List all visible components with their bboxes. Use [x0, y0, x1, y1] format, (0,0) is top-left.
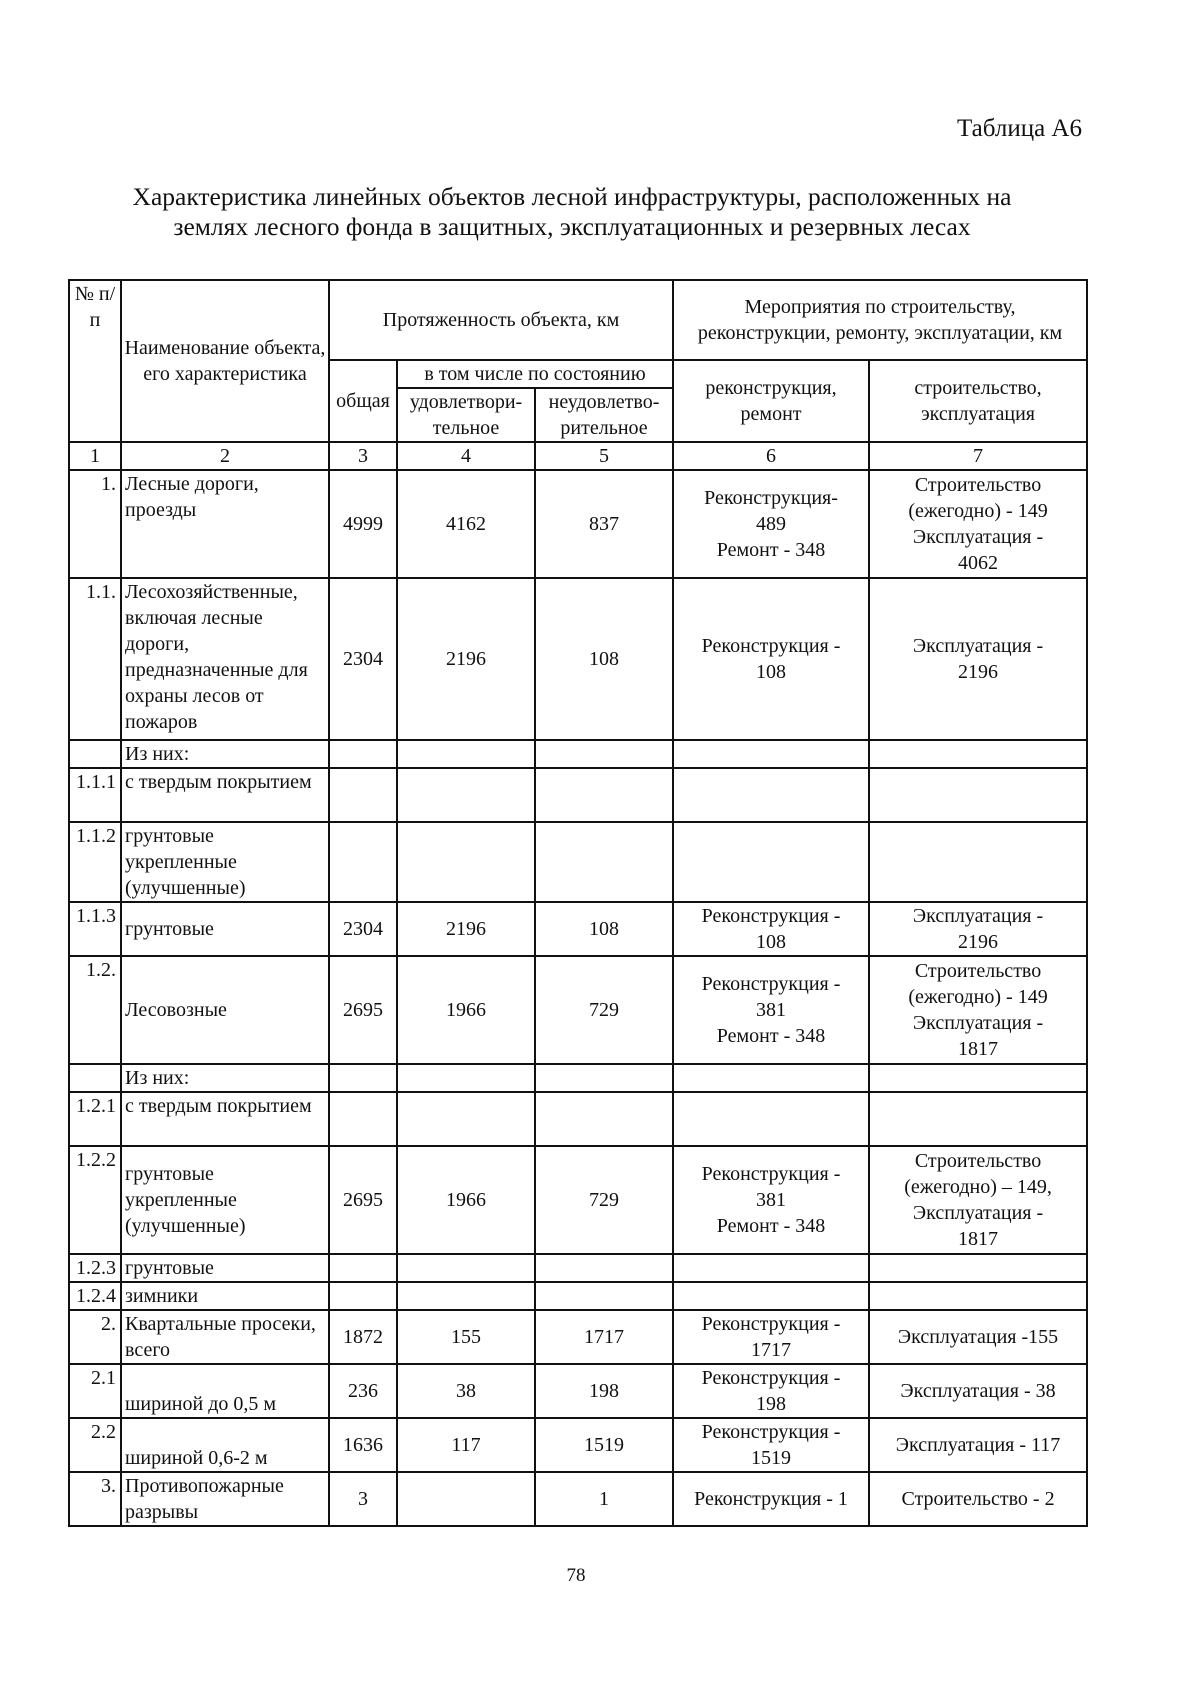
- row-reconstruction: Реконструкция - 108: [673, 902, 869, 956]
- document-title: [62, 182, 1082, 242]
- page-number: 78: [566, 1565, 586, 1586]
- row-satisfactory: 1966: [397, 956, 535, 1064]
- title-line-1: Характеристика линейных объектов лесной инфраструктуры, расположенных на: [132, 182, 1012, 211]
- row-number: 1.: [69, 470, 121, 578]
- row-satisfactory: [397, 768, 535, 822]
- row-number: 3.: [69, 1472, 121, 1526]
- row-name: Лесохозяйственные, включая лесные дороги, предназначенные для охраны лесов от пожаров: [121, 578, 329, 740]
- row-name: Из них:: [121, 1064, 329, 1092]
- row-construction: Строительство (ежегодно) - 149 Эксплуатация - 1817: [869, 956, 1087, 1064]
- row-satisfactory: [397, 822, 535, 902]
- row-total: 2695: [329, 1146, 397, 1254]
- row-reconstruction: [673, 1254, 869, 1282]
- row-name: шириной до 0,5 м: [121, 1364, 329, 1418]
- row-satisfactory: [397, 1254, 535, 1282]
- row-unsatisfactory: 837: [535, 470, 673, 578]
- row-number: 1.2.: [69, 956, 121, 1064]
- row-reconstruction: [673, 740, 869, 768]
- row-number: 2.: [69, 1310, 121, 1364]
- title-line-2: землях лесного фонда в защитных, эксплуатационных и резервных лесах: [173, 212, 971, 241]
- col-number: 4: [397, 442, 535, 470]
- row-name: с твердым покрытием: [121, 1092, 329, 1146]
- table-row: [69, 902, 1087, 956]
- row-reconstruction: Реконструкция - 1: [673, 1472, 869, 1526]
- row-number: 1.1.3: [69, 902, 121, 956]
- row-number: 1.2.4: [69, 1282, 121, 1310]
- row-satisfactory: [397, 1064, 535, 1092]
- col-number: 5: [535, 442, 673, 470]
- row-construction: [869, 822, 1087, 902]
- row-satisfactory: 38: [397, 1364, 535, 1418]
- table-row: [69, 1472, 1087, 1526]
- header-name: Наименование объекта, его характеристика: [121, 280, 329, 442]
- table-row: [69, 1092, 1087, 1146]
- row-satisfactory: [397, 1472, 535, 1526]
- row-reconstruction: [673, 768, 869, 822]
- row-total: [329, 768, 397, 822]
- row-unsatisfactory: 729: [535, 1146, 673, 1254]
- row-reconstruction: Реконструкция- 489 Ремонт - 348: [673, 470, 869, 578]
- header-reconstruction: реконструкция, ремонт: [673, 360, 869, 442]
- row-number: 2.2: [69, 1418, 121, 1472]
- row-unsatisfactory: [535, 1254, 673, 1282]
- row-name: шириной 0,6-2 м: [121, 1418, 329, 1472]
- row-unsatisfactory: [535, 1282, 673, 1310]
- col-number: 1: [69, 442, 121, 470]
- row-total: 236: [329, 1364, 397, 1418]
- row-total: 2304: [329, 578, 397, 740]
- table-row: [69, 1418, 1087, 1472]
- col-number: 3: [329, 442, 397, 470]
- row-number: 1.2.1: [69, 1092, 121, 1146]
- row-reconstruction: [673, 1064, 869, 1092]
- table-row: [69, 1364, 1087, 1418]
- row-construction: Эксплуатация - 38: [869, 1364, 1087, 1418]
- row-name: с твердым покрытием: [121, 768, 329, 822]
- row-total: 4999: [329, 470, 397, 578]
- row-unsatisfactory: 108: [535, 902, 673, 956]
- row-construction: Строительство (ежегодно) – 149, Эксплуатация - 1817: [869, 1146, 1087, 1254]
- row-name: Квартальные просеки, всего: [121, 1310, 329, 1364]
- table-row: [69, 578, 1087, 740]
- row-construction: [869, 1092, 1087, 1146]
- infrastructure-table: [68, 279, 1088, 1527]
- row-construction: [869, 1254, 1087, 1282]
- row-construction: [869, 740, 1087, 768]
- row-unsatisfactory: [535, 740, 673, 768]
- row-construction: [869, 768, 1087, 822]
- row-number: [69, 740, 121, 768]
- header-unsatisfactory: неудовлетво-рительное: [535, 388, 673, 442]
- row-reconstruction: Реконструкция - 381 Ремонт - 348: [673, 1146, 869, 1254]
- row-construction: Строительство (ежегодно) - 149 Эксплуатация - 4062: [869, 470, 1087, 578]
- row-reconstruction: Реконструкция - 108: [673, 578, 869, 740]
- row-unsatisfactory: 198: [535, 1364, 673, 1418]
- table-row: [69, 1146, 1087, 1254]
- row-satisfactory: 155: [397, 1310, 535, 1364]
- row-unsatisfactory: [535, 768, 673, 822]
- row-number: [69, 1064, 121, 1092]
- row-unsatisfactory: 1: [535, 1472, 673, 1526]
- row-satisfactory: 117: [397, 1418, 535, 1472]
- row-construction: Эксплуатация - 2196: [869, 578, 1087, 740]
- table-row: [69, 1310, 1087, 1364]
- row-unsatisfactory: 108: [535, 578, 673, 740]
- row-name: Из них:: [121, 740, 329, 768]
- row-reconstruction: Реконструкция - 198: [673, 1364, 869, 1418]
- header-num: № п/п: [69, 280, 121, 442]
- row-construction: Эксплуатация - 117: [869, 1418, 1087, 1472]
- row-total: [329, 1254, 397, 1282]
- row-construction: Эксплуатация - 2196: [869, 902, 1087, 956]
- row-reconstruction: Реконструкция - 1717: [673, 1310, 869, 1364]
- row-total: 2304: [329, 902, 397, 956]
- column-numbers-row: [69, 442, 1087, 470]
- table-row: [69, 740, 1087, 768]
- row-name: Противопожарные разрывы: [121, 1472, 329, 1526]
- row-construction: Строительство - 2: [869, 1472, 1087, 1526]
- row-unsatisfactory: [535, 822, 673, 902]
- row-unsatisfactory: 729: [535, 956, 673, 1064]
- row-number: 1.1.: [69, 578, 121, 740]
- header-by-state: в том числе по состоянию: [397, 360, 673, 388]
- row-total: 2695: [329, 956, 397, 1064]
- table-row: [69, 1254, 1087, 1282]
- row-reconstruction: [673, 822, 869, 902]
- row-satisfactory: [397, 1092, 535, 1146]
- row-total: 1636: [329, 1418, 397, 1472]
- table-row: [69, 1064, 1087, 1092]
- table-row: [69, 768, 1087, 822]
- col-number: 2: [121, 442, 329, 470]
- row-number: 1.2.2: [69, 1146, 121, 1254]
- row-number: 1.1.1: [69, 768, 121, 822]
- row-name: грунтовые: [121, 1254, 329, 1282]
- row-satisfactory: 4162: [397, 470, 535, 578]
- row-unsatisfactory: [535, 1064, 673, 1092]
- table-row: [69, 470, 1087, 578]
- table-caption: Таблица А6: [957, 115, 1082, 142]
- row-unsatisfactory: 1519: [535, 1418, 673, 1472]
- row-total: 1872: [329, 1310, 397, 1364]
- col-number: 7: [869, 442, 1087, 470]
- row-unsatisfactory: 1717: [535, 1310, 673, 1364]
- row-name: Лесные дороги, проезды: [121, 470, 329, 578]
- row-construction: [869, 1282, 1087, 1310]
- row-total: [329, 1282, 397, 1310]
- row-reconstruction: Реконструкция - 1519: [673, 1418, 869, 1472]
- table-row: [69, 1282, 1087, 1310]
- row-satisfactory: [397, 1282, 535, 1310]
- row-number: 1.2.3: [69, 1254, 121, 1282]
- row-name: грунтовые укрепленные (улучшенные): [121, 1146, 329, 1254]
- row-reconstruction: [673, 1282, 869, 1310]
- header-construction: строительство, эксплуатация: [869, 360, 1087, 442]
- col-number: 6: [673, 442, 869, 470]
- row-unsatisfactory: [535, 1092, 673, 1146]
- row-number: 1.1.2: [69, 822, 121, 902]
- header-measures: Мероприятия по строительству, реконструкции, ремонту, эксплуатации, км: [673, 280, 1087, 360]
- row-name: грунтовые укрепленные (улучшенные): [121, 822, 329, 902]
- row-total: [329, 1064, 397, 1092]
- row-name: грунтовые: [121, 902, 329, 956]
- row-satisfactory: 2196: [397, 578, 535, 740]
- row-satisfactory: 2196: [397, 902, 535, 956]
- row-name: зимники: [121, 1282, 329, 1310]
- row-number: 2.1: [69, 1364, 121, 1418]
- table-row: [69, 822, 1087, 902]
- row-construction: Эксплуатация -155: [869, 1310, 1087, 1364]
- row-reconstruction: [673, 1092, 869, 1146]
- header-length: Протяженность объекта, км: [329, 280, 673, 360]
- table-row: [69, 956, 1087, 1064]
- row-total: [329, 1092, 397, 1146]
- row-total: 3: [329, 1472, 397, 1526]
- row-reconstruction: Реконструкция - 381 Ремонт - 348: [673, 956, 869, 1064]
- row-name: Лесовозные: [121, 956, 329, 1064]
- row-satisfactory: [397, 740, 535, 768]
- row-construction: [869, 1064, 1087, 1092]
- row-total: [329, 740, 397, 768]
- row-total: [329, 822, 397, 902]
- row-satisfactory: 1966: [397, 1146, 535, 1254]
- header-total: общая: [329, 360, 397, 442]
- header-satisfactory: удовлетвори-тельное: [397, 388, 535, 442]
